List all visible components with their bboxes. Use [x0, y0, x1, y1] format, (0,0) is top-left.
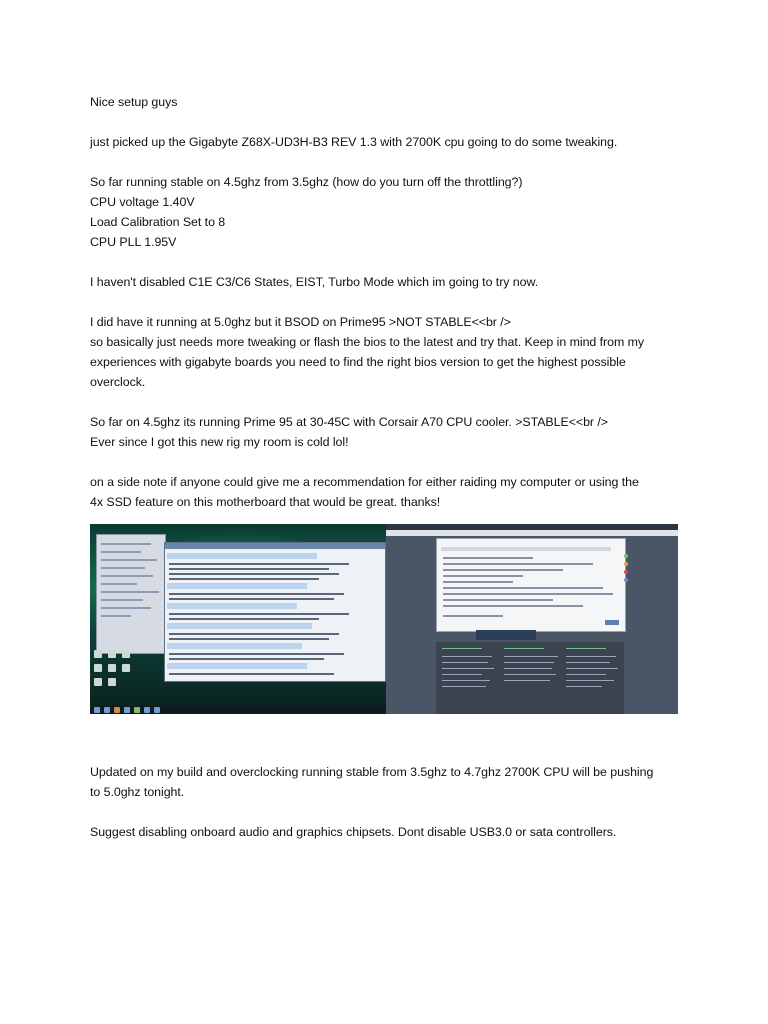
embedded-screenshot-image: [90, 524, 678, 714]
paragraph-line: overclock.: [90, 375, 146, 389]
paragraph-line: on a side note if anyone could give me a recommendation for either raiding my computer or using the: [90, 475, 639, 489]
paragraph-line: I haven't disabled C1E C3/C6 States, EIST, Turbo Mode which im going to try now.: [90, 275, 539, 289]
paragraph-line: So far on 4.5ghz its running Prime 95 at 30-45C with Corsair A70 CPU cooler. >STABLE<<br />: [90, 415, 608, 429]
desktop-icons: [94, 650, 134, 700]
paragraph-line: experiences with gigabyte boards you need to find the right bios version to get the highest possible: [90, 355, 626, 369]
paragraph-line: 4x SSD feature on this motherboard that would be great. thanks!: [90, 495, 441, 509]
desktop-wallpaper: [90, 524, 386, 706]
paragraph-line: Ever since I got this new rig my room is cold lol!: [90, 435, 349, 449]
reply-editor-panel: [436, 538, 626, 632]
prime95-window: [164, 542, 386, 682]
paragraph-line: Nice setup guys: [90, 95, 178, 109]
paragraph-line: CPU voltage 1.40V: [90, 195, 195, 209]
paragraph-line: Suggest disabling onboard audio and graphics chipsets. Dont disable USB3.0 or sata controllers.: [90, 825, 617, 839]
paragraph-line: Load Calibration Set to 8: [90, 215, 226, 229]
cpu-info-window: [96, 534, 166, 654]
browser-window: [386, 524, 678, 714]
paragraph-line: Updated on my build and overclocking running stable from 3.5ghz to 4.7ghz 2700K CPU will be pushing: [90, 765, 654, 779]
forum-footer-panel: [436, 642, 624, 714]
taskbar: [90, 706, 386, 714]
paragraph-line: just picked up the Gigabyte Z68X-UD3H-B3 REV 1.3 with 2700K cpu going to do some tweaking.: [90, 135, 618, 149]
paragraph-line: so basically just needs more tweaking or flash the bios to the latest and try that. Keep in mind from my: [90, 335, 645, 349]
paragraph-line: to 5.0ghz tonight.: [90, 785, 185, 799]
paragraph-line: I did have it running at 5.0ghz but it BSOD on Prime95 >NOT STABLE<<br />: [90, 315, 511, 329]
paragraph-line: So far running stable on 4.5ghz from 3.5ghz (how do you turn off the throttling?): [90, 175, 523, 189]
paragraph-line: CPU PLL 1.95V: [90, 235, 177, 249]
